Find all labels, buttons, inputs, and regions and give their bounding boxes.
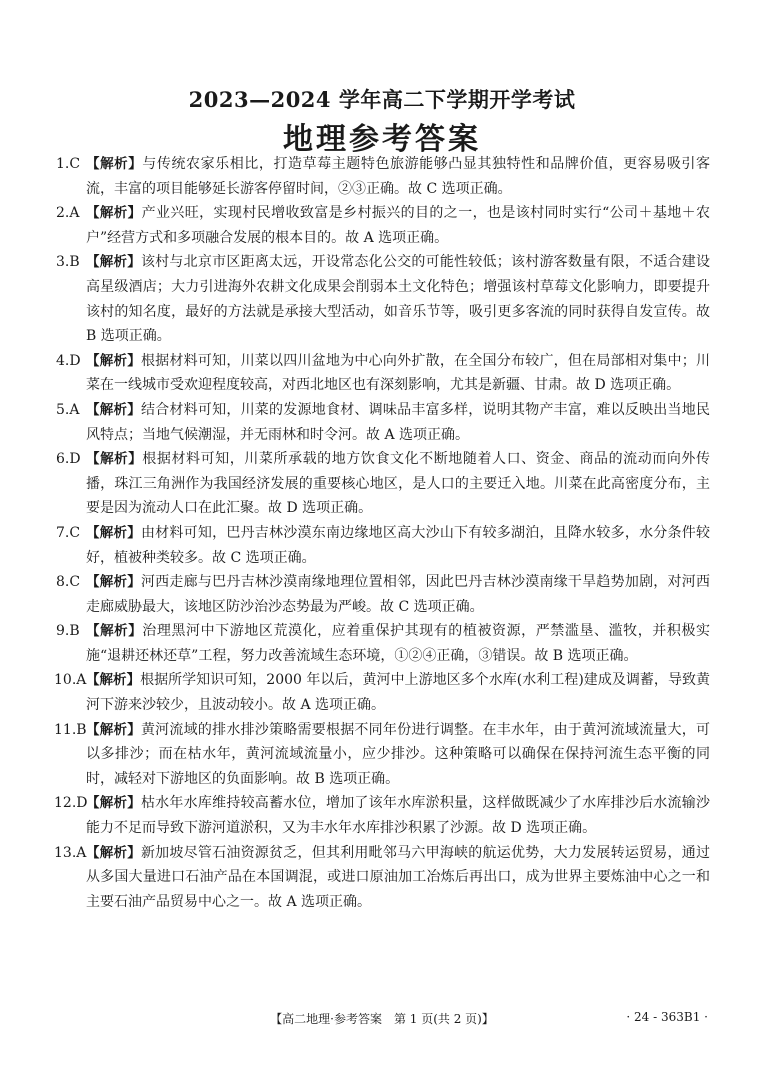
analysis-tag: 【解析】 (86, 401, 141, 418)
analysis-tag: 【解析】 (86, 156, 143, 172)
page-footer (0, 1008, 764, 1030)
answer-number: 4.D (56, 352, 81, 369)
analysis-tag: 【解析】 (86, 623, 143, 640)
answer-text: 黄河流域的排水排沙策略需要根据不同年份进行调整。在丰水年，由于黄河流域流量大，可以多排沙；而在枯水年，黄河流域流量小，应少排沙。这种策略可以确保在保持河流生态平衡的同时，减轻对下游地区的负面影响。故 B 选项正确。 (86, 721, 711, 787)
answer-item (56, 570, 710, 619)
answer-list (56, 152, 710, 914)
answer-item (56, 619, 710, 668)
answer-item (56, 152, 710, 201)
page-title: 地理参考答案 (283, 122, 481, 157)
answer-item (56, 447, 710, 521)
analysis-tag: 【解析】 (86, 451, 143, 468)
footer-page-info: 【高二地理·参考答案 第 1 页(共 2 页)】 (270, 1012, 494, 1026)
answer-number: 7.C (56, 524, 81, 541)
answer-number: 3.B (56, 254, 80, 271)
answer-text: 由材料可知，巴丹吉林沙漠东南边缘地区高大沙山下有较多湖泊，且降水较多，水分条件较好，植被种类较多。故 C 选项正确。 (86, 524, 711, 566)
answer-text: 根据所学知识可知，2000 年以后，黄河中上游地区多个水库(水利工程)建成及调蓄，导致黄河下游来沙较少，且波动较小。故 A 选项正确。 (86, 672, 710, 714)
exam-title: 2023—2024 学年高二下学期开学考试 (188, 87, 576, 112)
answer-number: 1.C (56, 156, 81, 172)
answer-text: 根据材料可知，川菜所承载的地方饮食文化不断地随着人口、资金、商品的流动而向外传播，珠江三角洲作为我国经济发展的重要核心地区，是人口的主要迁入地。川菜在此高密度分布，主要是因为流动人口在此汇聚。故 D 选项正确。 (86, 451, 711, 517)
answer-item (56, 201, 710, 250)
analysis-tag: 【解析】 (86, 352, 141, 369)
analysis-tag: 【解析】 (86, 574, 141, 591)
answer-number: 10.A (54, 672, 87, 689)
answer-number: 6.D (56, 451, 81, 468)
analysis-tag: 【解析】 (86, 254, 141, 271)
answer-text: 该村与北京市区距离太远，开设常态化公交的可能性较低；该村游客数量有限，不适合建设高星级酒店；大力引进海外农耕文化成果会削弱本土文化特色；增强该村草莓文化影响力，即要提升该村的知名度，最好的方法就是承接大型活动，如音乐节等，吸引更多客流的同时获得自发宣传。故 B 选项正确。 (86, 254, 711, 345)
analysis-tag: 【解析】 (86, 721, 141, 738)
answer-text: 结合材料可知，川菜的发源地食材、调味品丰富多样，说明其物产丰富，难以反映出当地民风特点；当地气候潮湿，并无雨林和时令河。故 A 选项正确。 (86, 401, 711, 443)
answer-number: 13.A (54, 844, 87, 861)
analysis-tag: 【解析】 (86, 205, 142, 222)
answer-item (56, 718, 710, 792)
answer-number: 9.B (56, 623, 80, 640)
answer-number: 8.C (56, 574, 81, 591)
answer-item (56, 841, 710, 915)
answer-item (56, 398, 710, 447)
answer-text: 枯水年水库维持较高蓄水位，增加了该年水库淤积量，这样做既减少了水库排沙后水流输沙能力不足而导致下游河道淤积，又为丰水年水库排沙积累了沙源。故 D 选项正确。 (86, 795, 711, 837)
answer-item (56, 791, 710, 840)
answer-item (56, 668, 710, 717)
answer-text: 河西走廊与巴丹吉林沙漠南缘地理位置相邻，因此巴丹吉林沙漠南缘干旱趋势加剧，对河西走廊威胁最大，该地区防沙治沙态势最为严峻。故 C 选项正确。 (86, 574, 711, 615)
analysis-tag: 【解析】 (86, 795, 141, 812)
answer-text: 与传统农家乐相比，打造草莓主题特色旅游能够凸显其独特性和品牌价值，更容易吸引客流，丰富的项目能够延长游客停留时间，②③正确。故 C 选项正确。 (86, 156, 711, 197)
answer-text: 根据材料可知，川菜以四川盆地为中心向外扩散，在全国分布较广，但在局部相对集中；川菜在一线城市受欢迎程度较高，对西北地区也有深刻影响，尤其是新疆、甘肃。故 D 选项正确。 (86, 352, 711, 394)
answer-number: 12.D (54, 795, 88, 812)
answer-number: 11.B (54, 721, 87, 738)
analysis-tag: 【解析】 (86, 844, 141, 861)
footer-code: · 24 - 363B1 · (626, 1010, 708, 1024)
answer-text: 产业兴旺，实现村民增收致富是乡村振兴的目的之一，也是该村同时实行“公司＋基地＋农户”经营方式和多项融合发展的根本目的。故 A 选项正确。 (86, 205, 711, 246)
answer-number: 2.A (56, 205, 80, 222)
answer-item (56, 521, 710, 570)
analysis-tag: 【解析】 (86, 524, 141, 541)
answer-item (56, 349, 710, 398)
answer-number: 5.A (56, 401, 80, 418)
answer-text: 治理黑河中下游地区荒漠化，应着重保护其现有的植被资源，严禁滥垦、滥牧，并积极实施“退耕还林还草”工程，努力改善流域生态环境，①②④正确，③错误。故 B 选项正确。 (86, 623, 711, 664)
analysis-tag: 【解析】 (86, 672, 141, 689)
answer-item (56, 250, 710, 348)
answer-text: 新加坡尽管石油资源贫乏，但其利用毗邻马六甲海峡的航运优势，大力发展转运贸易，通过从多国大量进口石油产品在本国调混，或进口原油加工冶炼后再出口，成为世界主要炼油中心之一和主要石油产品贸易中心之一。故 A 选项正确。 (86, 844, 711, 910)
